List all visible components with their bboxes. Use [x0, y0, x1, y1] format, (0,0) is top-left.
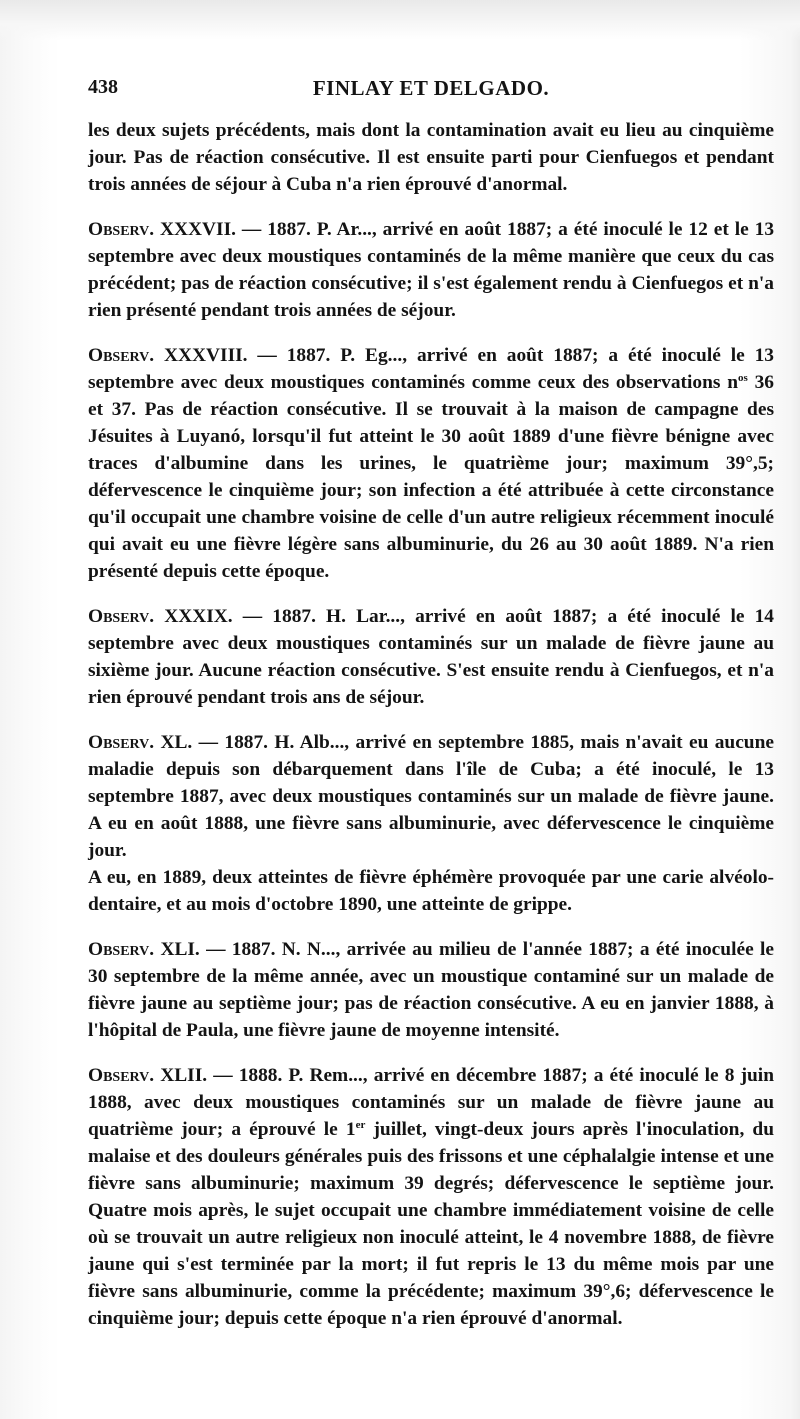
- observation-40: [88, 729, 774, 864]
- superscript: er: [355, 1119, 366, 1131]
- observation-42: [88, 1062, 774, 1332]
- observation-label: Observ. XLI.: [88, 939, 200, 960]
- observation-text-continued: juillet, vingt-deux jours après l'inoculation, du malaise et des douleurs générales puis des frissons et une céphalalgie intense et une fièvre sans albuminurie; maximum 39 degrés; défervescence le septième jour. Quatre mois après, le sujet occupait une chambre immédiatement voisine de celle où se trouvait un autre religieux non inoculé atteint, le 4 novembre 1888, de fièvre jaune qui s'est terminée par la mort; il fut repris le 13 du même mois par une fièvre sans albuminurie, comme la précédente; maximum 39°,6; défervescence le cinquième jour; depuis cette époque n'a rien éprouvé d'anormal.: [88, 1119, 774, 1329]
- observation-label: Observ. XXXVII.: [88, 219, 236, 240]
- observation-label: Observ. XXXIX.: [88, 606, 233, 627]
- observation-text: — 1888. P. Rem..., arrivé en décembre 1887; a été inoculé le 8 juin 1888, avec deux moustiques contaminés sur un malade de fièvre jaune au quatrième jour; a éprouvé le 1: [88, 1065, 774, 1140]
- observation-label: Observ. XXXVIII.: [88, 345, 248, 366]
- observation-text: — 1887. P. Eg..., arrivé en août 1887; a été inoculé le 13 septembre avec deux moustiques contaminés comme ceux des observations n: [88, 345, 774, 393]
- observation-label: Observ. XLII.: [88, 1065, 208, 1086]
- observation-label: Observ. XL.: [88, 732, 193, 753]
- observation-text: — 1887. H. Lar..., arrivé en août 1887; a été inoculé le 14 septembre avec deux moustiques contaminés sur un malade de fièvre jaune au sixième jour. Aucune réaction consécutive. S'est ensuite rendu à Cienfuegos, et n'a rien éprouvé pendant trois ans de séjour.: [88, 606, 774, 708]
- observation-40-continuation: [88, 864, 774, 918]
- observation-37: [88, 216, 774, 324]
- paragraph-text: les deux sujets précédents, mais dont la contamination avait eu lieu au cinquième jour. Pas de réaction consécutive. Il est ensuite parti pour Cienfuegos et pendant trois années de séjour à Cuba n'a rien éprouvé d'anormal.: [88, 120, 774, 195]
- page-number: 438: [88, 76, 118, 98]
- observation-text: — 1887. N. N..., arrivée au milieu de l'année 1887; a été inoculée le 30 septembre de la même année, avec un moustique contaminé sur un malade de fièvre jaune au septième jour; pas de réaction consécutive. A eu en janvier 1888, à l'hôpital de Paula, une fièvre jaune de moyenne intensité.: [88, 939, 774, 1041]
- scan-shadow: [0, 0, 800, 40]
- observation-38: [88, 342, 774, 585]
- observation-text-continued: 36 et 37. Pas de réaction consécutive. Il se trouvait à la maison de campagne des Jésuites à Luyanó, lorsqu'il fut atteint le 30 août 1889 d'une fièvre bénigne avec traces d'albumine dans les urines, le quatrième jour; maximum 39°,5; défervescence le cinquième jour; son infection a été attribuée à cette circonstance qu'il occupait une chambre voisine de celle d'un autre religieux récemment inoculé qui avait eu une fièvre légère sans albuminurie, du 26 au 30 août 1889. N'a rien présenté depuis cette époque.: [88, 372, 774, 582]
- running-header: [88, 76, 774, 106]
- paragraph-continued: [88, 117, 774, 198]
- paragraph-text: A eu, en 1889, deux atteintes de fièvre éphémère provoquée par une carie alvéolo-dentaire, et au mois d'octobre 1890, une atteinte de grippe.: [88, 867, 774, 915]
- observation-41: [88, 936, 774, 1044]
- running-title: FINLAY ET DELGADO.: [312, 76, 550, 100]
- superscript: os: [738, 372, 748, 384]
- observation-text: — 1887. H. Alb..., arrivé en septembre 1885, mais n'avait eu aucune maladie depuis son débarquement dans l'île de Cuba; a été inoculé, le 13 septembre 1887, avec deux moustiques contaminés sur un malade de fièvre jaune. A eu en août 1888, une fièvre sans albuminurie, avec défervescence le cinquième jour.: [88, 732, 774, 861]
- body-text: [88, 117, 774, 1332]
- observation-39: [88, 603, 774, 711]
- observation-text: — 1887. P. Ar..., arrivé en août 1887; a été inoculé le 12 et le 13 septembre avec deux moustiques contaminés de la même manière que ceux du cas précédent; pas de réaction consécutive; il s'est également rendu à Cienfuegos et n'a rien présenté pendant trois années de séjour.: [88, 219, 775, 321]
